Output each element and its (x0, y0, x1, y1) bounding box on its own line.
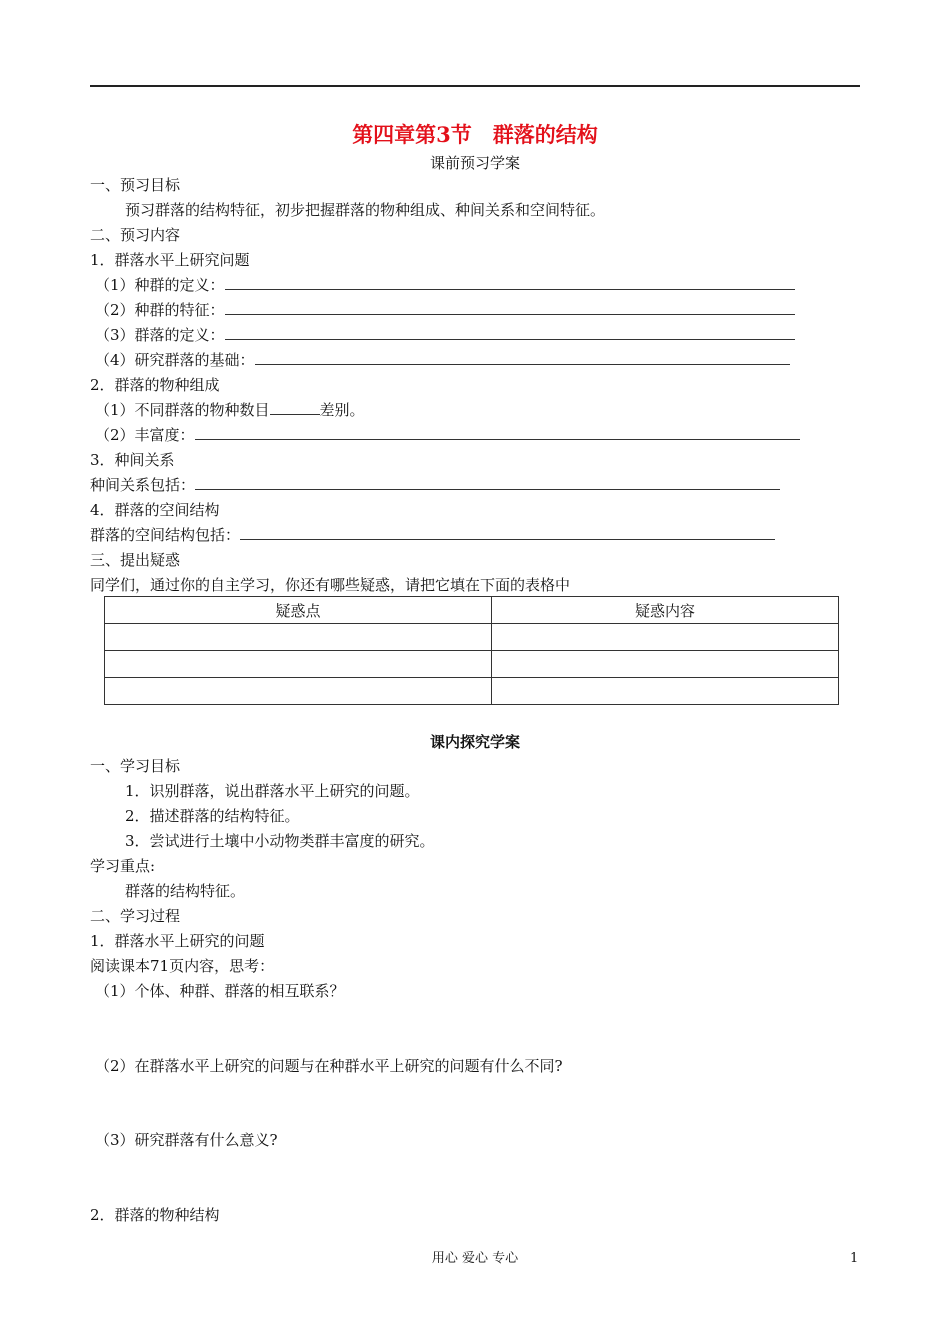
item-label-suffix: 差别。 (319, 401, 365, 419)
item-label: 种间关系包括： (90, 476, 196, 494)
answer-blank[interactable] (195, 425, 800, 440)
table-row (105, 678, 839, 705)
content-heading: 二、预习内容 (90, 226, 181, 244)
doubt-table (104, 596, 839, 705)
item-label: （1）不同群落的物种数目 (95, 401, 270, 419)
item-species-number (95, 400, 365, 420)
focus-label: 学习重点: (90, 857, 156, 875)
question-item: （1）个体、种群、群落的相互联系？ (95, 982, 345, 1000)
process-item-2: 2．群落的物种结构 (90, 1206, 220, 1224)
inclass-heading: 课内探究学案 (429, 733, 520, 751)
answer-blank[interactable] (270, 400, 320, 415)
question-item: （3）研究群落有什么意义? (95, 1131, 278, 1149)
table-cell[interactable] (105, 624, 492, 651)
table-header-row (105, 597, 839, 624)
section-1-heading: 1．群落水平上研究问题 (90, 251, 250, 269)
table-cell[interactable] (492, 624, 839, 651)
reading-instruction: 阅读课本71页内容，思考： (90, 957, 275, 975)
table-cell[interactable] (105, 651, 492, 678)
process-item-1: 1．群落水平上研究的问题 (90, 932, 265, 950)
goal-item: 2．描述群落的结构特征。 (125, 807, 300, 825)
table-cell[interactable] (492, 651, 839, 678)
item-label: （2）丰富度： (95, 426, 195, 444)
doubt-heading: 三、提出疑惑 (90, 551, 181, 569)
inclass-goal-heading: 一、学习目标 (90, 757, 181, 775)
item-label: 群落的空间结构包括： (90, 526, 241, 544)
doubt-text: 同学们，通过你的自主学习，你还有哪些疑惑，请把它填在下面的表格中 (90, 576, 571, 594)
item-community-basis (95, 350, 790, 370)
table-row (105, 624, 839, 651)
item-population-definition (95, 275, 795, 295)
table-row (105, 651, 839, 678)
item-interspecific (90, 475, 780, 495)
section-4-heading: 4．群落的空间结构 (90, 501, 220, 519)
page-number: 1 (850, 1251, 859, 1266)
answer-blank[interactable] (240, 525, 775, 540)
section-subtitle: 课前预习学案 (429, 154, 520, 172)
process-heading: 二、学习过程 (90, 907, 181, 925)
table-cell[interactable] (105, 678, 492, 705)
goal-item: 3．尝试进行土壤中小动物类群丰富度的研究。 (125, 832, 435, 850)
goal-item: 1．识别群落，说出群落水平上研究的问题。 (125, 782, 420, 800)
item-population-features (95, 300, 795, 320)
goal-text: 预习群落的结构特征，初步把握群落的物种组成、种间关系和空间特征。 (125, 201, 606, 219)
header-rule (90, 85, 860, 87)
goal-heading: 一、预习目标 (90, 176, 181, 194)
table-cell[interactable] (492, 678, 839, 705)
page-title: 第四章第3节 群落的结构 (352, 122, 598, 147)
item-label: （3）群落的定义： (95, 326, 225, 344)
table-header-content: 疑惑内容 (492, 597, 839, 624)
answer-blank[interactable] (225, 300, 795, 315)
section-3-heading: 3．种间关系 (90, 451, 175, 469)
answer-blank[interactable] (195, 475, 780, 490)
section-2-heading: 2．群落的物种组成 (90, 376, 220, 394)
item-label: （4）研究群落的基础： (95, 351, 255, 369)
table-header-point: 疑惑点 (105, 597, 492, 624)
item-community-definition (95, 325, 795, 345)
answer-blank[interactable] (255, 350, 790, 365)
item-spatial-structure (90, 525, 775, 545)
item-label: （2）种群的特征： (95, 301, 225, 319)
answer-blank[interactable] (225, 275, 795, 290)
footer-text: 用心 爱心 专心 (431, 1251, 519, 1266)
answer-blank[interactable] (225, 325, 795, 340)
focus-text: 群落的结构特征。 (125, 882, 246, 900)
question-item: （2）在群落水平上研究的问题与在种群水平上研究的问题有什么不同? (95, 1057, 563, 1075)
item-richness (95, 425, 800, 445)
item-label: （1）种群的定义： (95, 276, 225, 294)
